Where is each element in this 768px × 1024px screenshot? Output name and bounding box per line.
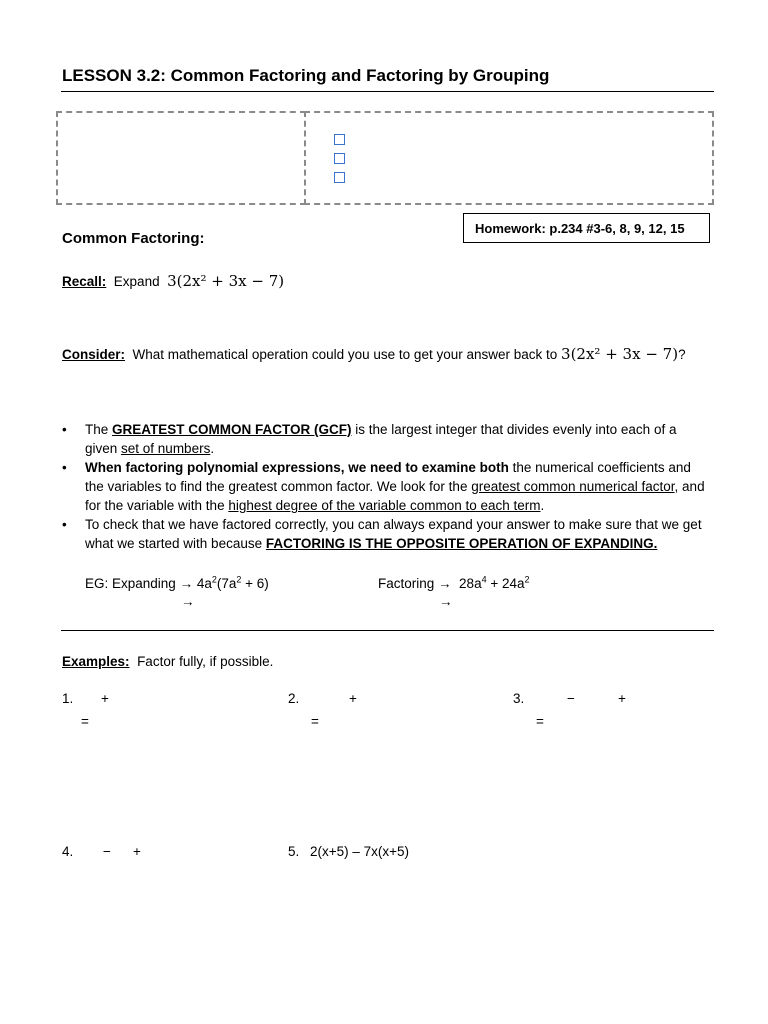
arrow-icon: → — [438, 576, 452, 591]
arrow-icon: → — [179, 576, 194, 591]
bullet-text: is the largest integer that divides evenly into each of a given — [85, 422, 677, 456]
bullet-polynomial — [62, 458, 712, 515]
bullet-underline: FACTORING IS THE OPPOSITE OPERATION OF EXPANDING. — [265, 536, 658, 551]
equals-sign: = — [81, 714, 89, 729]
equals-sign: = — [536, 714, 544, 729]
exponent: 4 — [481, 574, 487, 585]
recall-text: Expand — [113, 274, 160, 289]
exponent: 2 — [524, 574, 530, 585]
equals-sign: = — [311, 714, 319, 729]
consider-expression: 3(2x² + 3x − 7) — [561, 345, 679, 363]
bullet-list — [62, 420, 712, 553]
bullet-gcf — [62, 420, 712, 458]
homework-box: Homework: p.234 #3-6, 8, 9, 12, 15 — [463, 213, 710, 243]
bullet-underline: highest degree of the variable common to each term — [228, 498, 541, 513]
exponent: 2 — [236, 574, 242, 585]
eg-expr: + 6) — [241, 576, 269, 591]
operator: − — [103, 844, 111, 859]
consider-line — [62, 345, 686, 363]
eg-expanding — [85, 576, 269, 591]
problem-expression: 2(x+5) – 7x(x+5) — [310, 844, 410, 859]
section-divider — [61, 630, 714, 631]
bullet-dot: • — [62, 460, 67, 475]
eg-expr: + 24a — [486, 576, 525, 591]
arrow-icon: → — [439, 594, 453, 609]
checkbox-icon — [334, 134, 345, 145]
checkbox-icon — [334, 153, 345, 164]
bullet-text: , and for the variable with the — [85, 479, 705, 513]
bullet-underline: greatest common numerical factor — [471, 479, 675, 494]
notes-box-left — [56, 111, 306, 205]
gcf-term: GREATEST COMMON FACTOR (GCF) — [112, 422, 352, 437]
operator: + — [101, 691, 109, 706]
problem-number: 4. — [62, 844, 74, 859]
operator: + — [133, 844, 141, 859]
notes-box-right — [304, 111, 714, 205]
bullet-text: the numerical coefficients and the variables to find the greatest common factor. We look for the — [85, 460, 691, 494]
bullet-text: . — [540, 498, 545, 513]
checkbox-list — [334, 134, 346, 191]
consider-text: What mathematical operation could you use to get your answer back to — [132, 347, 558, 362]
problem-number: 2. — [288, 691, 300, 706]
bullet-bold: When factoring polynomial expressions, we need to examine both — [85, 460, 509, 475]
recall-line — [62, 272, 284, 290]
recall-label: Recall: — [62, 274, 107, 289]
lesson-title: LESSON 3.2: Common Factoring and Factoring by Grouping — [62, 66, 550, 85]
recall-expression: 3(2x² + 3x − 7) — [167, 272, 285, 290]
checkbox-icon — [334, 172, 345, 183]
eg-label: EG: Expanding — [85, 576, 180, 591]
problem-number: 5. — [288, 844, 300, 859]
bullet-check — [62, 515, 712, 553]
bullet-text: To check that we have factored correctly, you can always expand your answer to make sure that we get what we started with because — [85, 517, 702, 551]
arrow-icon: → — [181, 594, 195, 609]
eg-factoring — [378, 576, 530, 591]
bullet-text: The — [85, 422, 113, 437]
operator: + — [349, 691, 357, 706]
examples-label: Examples: — [62, 654, 130, 669]
examples-text: Factor fully, if possible. — [137, 654, 274, 669]
eg-expr: 4a — [196, 576, 212, 591]
eg-expr: 28a — [459, 576, 482, 591]
problem-number: 1. — [62, 691, 74, 706]
examples-line — [62, 654, 273, 669]
bullet-underline: set of numbers — [121, 441, 211, 456]
section-title: Common Factoring: — [62, 230, 205, 247]
consider-label: Consider: — [62, 347, 126, 362]
bullet-dot: • — [62, 517, 67, 532]
problem-number: 3. — [513, 691, 525, 706]
operator: + — [618, 691, 626, 706]
exponent: 2 — [211, 574, 217, 585]
factoring-label: Factoring — [378, 576, 439, 591]
consider-end: ? — [678, 347, 686, 362]
bullet-text: . — [210, 441, 215, 456]
title-divider — [61, 91, 714, 92]
operator: − — [567, 691, 575, 706]
bullet-dot: • — [62, 422, 67, 437]
eg-expr: (7a — [216, 576, 237, 591]
